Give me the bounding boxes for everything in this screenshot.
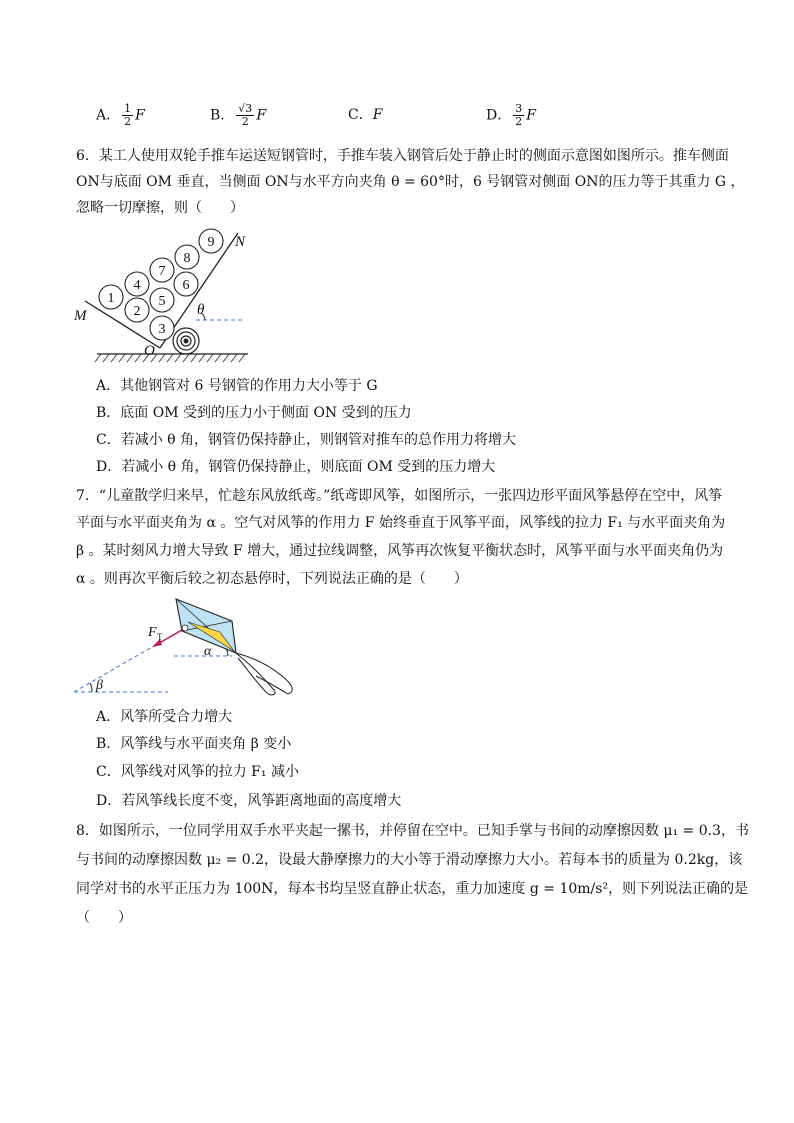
wheel-icon	[173, 328, 199, 354]
pipe-label: 1	[107, 291, 115, 306]
q6-option-b: B．底面 OM 受到的压力小于侧面 ON 受到的压力	[96, 405, 412, 421]
q6-line2: ON与底面 OM 垂直，当侧面 ON与水平方向夹角 θ = 60°时，6 号钢管对侧面 ON的压力等于其重力 G ，	[76, 174, 745, 190]
label-o: O	[144, 343, 155, 359]
pipe-label: 2	[133, 304, 141, 319]
q7-option-c: C．风筝线对风筝的拉力 F₁ 减小	[96, 764, 299, 780]
pipe-label: 8	[183, 251, 191, 266]
q6-option-a: A．其他钢管对 6 号钢管的作用力大小等于 G	[96, 378, 378, 394]
q6-cart-figure	[70, 225, 270, 370]
q7-line3: β 。某时刻风力增大导致 F 增大，通过拉线调整，风筝再次恢复平衡状态时，风筝平面与水平面夹角仍为	[76, 543, 724, 559]
beta-arc	[90, 683, 92, 692]
label-theta: θ	[197, 302, 205, 318]
q7-option-d: D．若风筝线长度不变，风筝距离地面的高度增大	[96, 793, 402, 809]
ground-hatch	[95, 354, 245, 362]
option-c: C．F	[348, 107, 383, 123]
q6-option-c: C．若减小 θ 角，钢管仍保持静止，则钢管对推车的总作用力将增大	[96, 432, 517, 448]
q7-option-b: B．风筝线与水平面夹角 β 变小	[96, 736, 292, 752]
q7-line1: 7．“儿童散学归来早，忙趁东风放纸鸢。”纸鸢即风筝，如图所示，一张四边形平面风筝悬停在空中，风筝	[76, 488, 723, 504]
pipe-label: 9	[207, 235, 215, 250]
pipe-label: 3	[158, 322, 166, 337]
label-ft: F	[148, 625, 157, 640]
label-ft-sub: T	[157, 632, 163, 642]
q7-kite-figure	[70, 596, 310, 700]
q7-line2: 平面与水平面夹角为 α 。空气对风筝的作用力 F 始终垂直于风筝平面，风筝线的拉力 F₁ 与水平面夹角为	[76, 515, 726, 531]
label-beta: β	[96, 678, 103, 693]
option-b: B． $\frac{√3}{2}$ F	[210, 102, 267, 128]
label-n: N	[235, 234, 246, 250]
kite-tail	[236, 653, 292, 694]
option-a: A． $\frac{1}{2}$ F	[96, 102, 145, 128]
option-d: D． $\frac{3}{2}$ F	[486, 102, 536, 128]
q8-line3: 同学对书的水平正压力为 100N，每本书均呈竖直静止状态，重力加速度 g = 10m/s²，则下列说法正确的是	[76, 881, 749, 897]
pipe-label: 5	[158, 294, 166, 309]
label-m: M	[74, 308, 87, 324]
q6-line3: 忽略一切摩擦，则（ ）	[76, 200, 244, 216]
label-alpha: α	[204, 644, 212, 659]
q7-option-a: A．风筝所受合力增大	[96, 709, 233, 725]
q6-line1: 6．某工人使用双轮手推车运送短钢管时，手推车装入钢管后处于静止时的侧面示意图如图所示。推车侧面	[76, 148, 729, 164]
pipe-label: 6	[182, 278, 190, 293]
kite-knot-icon	[182, 625, 188, 631]
q8-line2: 与书间的动摩擦因数 μ₂ = 0.2，设最大静摩擦力的大小等于滑动摩擦力大小。若每本书的质量为 0.2kg，该	[76, 852, 743, 868]
pipe-label: 4	[133, 278, 141, 293]
q7-line4: α 。则再次平衡后较之初态悬停时，下列说法正确的是（ ）	[76, 571, 468, 587]
q8-line4: （ ）	[76, 910, 132, 926]
q6-option-d: D．若减小 θ 角，钢管仍保持静止，则底面 OM 受到的压力增大	[96, 459, 496, 475]
pipe-label: 7	[158, 264, 166, 279]
q8-line1: 8．如图所示，一位同学用双手水平夹起一摞书，并停留在空中。已知手掌与书间的动摩擦因数 μ₁ = 0.3，书	[76, 823, 749, 839]
